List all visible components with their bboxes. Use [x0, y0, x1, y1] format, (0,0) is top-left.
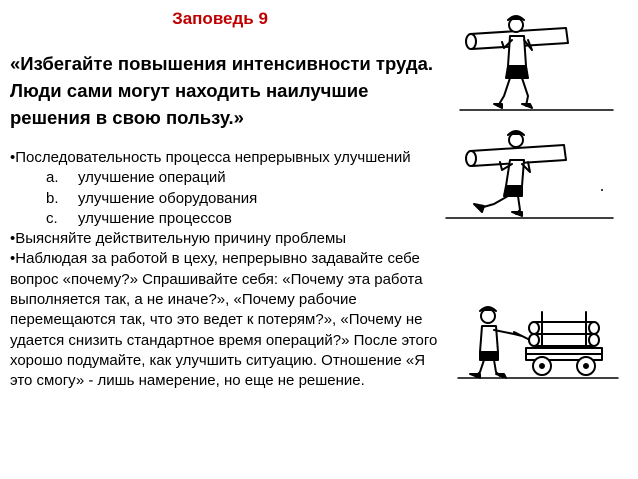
- sublist-item-c: c. улучшение процессов: [46, 209, 232, 227]
- worker-carrying-log-running-illustration: [446, 131, 613, 218]
- commandment-quote: «Избегайте повышения интенсивности труда. Люди сами могут находить наилучшие решения в свою пользу.»: [10, 53, 434, 128]
- page-title: Заповедь 9: [172, 9, 268, 28]
- worker-carrying-log-walking-illustration: [460, 16, 613, 110]
- sublist-item-b: b. улучшение оборудования: [46, 189, 258, 207]
- sublist-item-a: a. улучшение операций: [46, 169, 226, 187]
- body-text: [10, 148, 450, 392]
- bullet-root-cause: •Выясняйте действительную причину проблемы: [10, 230, 347, 248]
- bullet-ask-why: •Наблюдая за работой в цеху, непрерывно задавайте себе вопрос «почему?» Спрашивайте себя: «Почему эта работа выполняется так, а не иначе?», «Почему рабочие перемещаются так, что это ведет к потерям?», «Почему не удается снизить стандартное время операций?» После этого хорошо подумайте, как улучшить ситуацию. Отношение «Я это смогу» - лишь намерение, но еще не решение.: [10, 250, 438, 390]
- illustrations: [418, 0, 638, 479]
- bullet-continuous-improvement: •Последовательность процесса непрерывных улучшений: [10, 149, 411, 166]
- worker-pushing-cart-illustration: [458, 307, 618, 378]
